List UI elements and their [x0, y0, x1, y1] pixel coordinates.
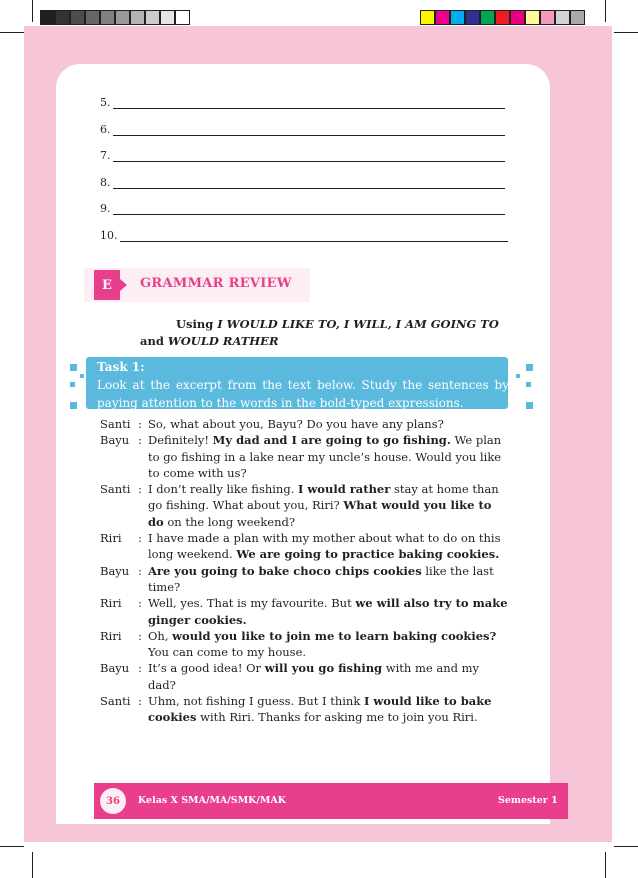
color-swatch — [55, 10, 70, 25]
speaker-name: Bayu — [100, 563, 130, 578]
crop-mark — [0, 32, 24, 33]
answer-line-number: 7. — [100, 149, 111, 162]
speaker-name: Santi — [100, 417, 131, 431]
color-swatch — [525, 10, 540, 25]
decor-square-icon — [70, 402, 77, 409]
color-swatch — [555, 10, 570, 25]
answer-blank — [113, 98, 505, 109]
section-letter: E — [94, 270, 120, 300]
dialog-line: Santi : So, what about you, Bayu? Do you have any plans? — [100, 416, 510, 432]
answer-blank — [113, 125, 505, 136]
color-swatch — [540, 10, 555, 25]
speaker-name: Riri — [100, 596, 122, 611]
answer-blank — [113, 204, 505, 215]
decor-square-icon — [70, 364, 77, 371]
crop-mark — [614, 32, 638, 33]
answer-blank — [113, 151, 505, 162]
dialog-line: Santi : Uhm, not fishing I guess. But I think I would like to bake cookies with Riri. Thanks for asking me to join you Riri. — [100, 693, 510, 726]
color-swatch — [130, 10, 145, 25]
color-swatch — [450, 10, 465, 25]
dialog-text: Well, yes. That is my favourite. But we will also try to make ginger cookies. — [148, 596, 508, 627]
color-swatch — [420, 10, 435, 25]
color-swatch — [510, 10, 525, 25]
answer-line — [100, 176, 505, 189]
subtitle-lead: Using — [176, 317, 214, 331]
answer-line-number: 5. — [100, 96, 111, 109]
dialog-text: So, what about you, Bayu? Do you have any plans? — [148, 417, 444, 431]
dialog-text: I don’t really like fishing. I would rather stay at home than go fishing. What about you, Riri? What would you like to do on the long weekend? — [148, 482, 499, 529]
answer-line — [100, 149, 505, 162]
subtitle — [140, 316, 508, 350]
decor-square-icon — [526, 382, 531, 387]
color-swatch — [160, 10, 175, 25]
arrow-icon — [120, 279, 127, 291]
speaker-name: Santi — [100, 482, 131, 497]
decor-square-icon — [516, 374, 520, 378]
color-swatch — [570, 10, 585, 25]
crop-mark — [605, 852, 606, 878]
color-swatch — [465, 10, 480, 25]
crop-mark — [0, 846, 24, 847]
dialog-line: Riri : I have made a plan with my mother about what to do on this long weekend. We are going to practice baking cookies. — [100, 530, 510, 563]
decor-square-icon — [526, 402, 533, 409]
answer-blank — [113, 178, 505, 189]
color-swatch — [85, 10, 100, 25]
color-swatch — [70, 10, 85, 25]
color-swatch — [480, 10, 495, 25]
footer-semester: Semester 1 — [498, 795, 558, 806]
decor-square-icon — [70, 382, 75, 387]
crop-mark — [32, 852, 33, 878]
decor-square-icon — [526, 364, 533, 371]
dialog-text: Uhm, not fishing I guess. But I think I would like to bake cookies with Riri. Thanks for asking me to join you Riri. — [148, 694, 492, 725]
answer-line-number: 10. — [100, 228, 118, 242]
subtitle-phrase: I WOULD LIKE TO, I WILL, I AM GOING TO — [217, 317, 499, 331]
dialog-text: Are you going to bake choco chips cookies like the last time? — [148, 563, 494, 594]
color-swatch — [145, 10, 160, 25]
answer-line — [100, 123, 505, 136]
speaker-name: Riri — [100, 628, 122, 643]
dialog-line: Bayu : Definitely! My dad and I are going to go fishing. We plan to go fishing in a lake near my uncle’s house. Would you like to come with us? — [100, 432, 510, 481]
answer-blank — [120, 231, 508, 242]
page-number: 36 — [100, 788, 126, 814]
answer-line-number: 9. — [100, 202, 111, 215]
speaker-name: Riri — [100, 531, 122, 546]
dialog-text: Definitely! My dad and I are going to go fishing. We plan to go fishing in a lake near my uncle’s house. Would you like to come with us? — [148, 433, 502, 480]
subtitle-conj: and — [140, 334, 164, 348]
dialog — [100, 416, 510, 726]
answer-line-number: 6. — [100, 122, 111, 136]
crop-mark — [605, 0, 606, 22]
answer-line-number: 8. — [100, 175, 111, 189]
dialog-text: I have made a plan with my mother about what to do on this long weekend. We are going to practice baking cookies. — [148, 531, 501, 562]
answer-line — [100, 96, 505, 109]
color-swatch — [115, 10, 130, 25]
footer-book-title: Kelas X SMA/MA/SMK/MAK — [138, 795, 287, 806]
grayscale-color-bar — [40, 10, 190, 26]
task-title: Task 1: — [97, 360, 145, 374]
dialog-line: Bayu : Are you going to bake choco chips cookies like the last time? — [100, 563, 510, 596]
speaker-name: Bayu — [100, 433, 130, 448]
subtitle-phrase2: WOULD RATHER — [167, 334, 279, 348]
answer-line — [100, 202, 505, 215]
crop-mark — [32, 0, 33, 22]
dialog-line: Bayu : It’s a good idea! Or will you go fishing with me and my dad? — [100, 660, 510, 693]
crop-mark — [614, 846, 638, 847]
answer-line — [100, 229, 508, 242]
section-title: GRAMMAR REVIEW — [140, 276, 292, 291]
task-instructions: Look at the excerpt from the text below. Study the sentences by paying attention to the words in the bold-typed expressions. — [97, 378, 509, 410]
dialog-text: Oh, would you like to join me to learn baking cookies? You can come to my house. — [148, 628, 497, 660]
color-swatch — [435, 10, 450, 25]
dialog-line: Riri : Well, yes. That is my favourite. But we will also try to make ginger cookies. — [100, 595, 510, 628]
speaker-name: Santi — [100, 694, 131, 709]
color-swatch — [495, 10, 510, 25]
decor-square-icon — [80, 374, 84, 378]
color-swatch — [175, 10, 190, 25]
dialog-text: It’s a good idea! Or will you go fishing with me and my dad? — [148, 661, 480, 692]
dialog-line: Santi : I don’t really like fishing. I would rather stay at home than go fishing. What about you, Riri? What would you like to do on the long weekend? — [100, 481, 510, 530]
dialog-line: Riri : Oh, would you like to join me to learn baking cookies? You can come to my house. — [100, 628, 510, 661]
color-swatch — [100, 10, 115, 25]
cmyk-color-bar — [420, 10, 585, 26]
speaker-name: Bayu — [100, 661, 130, 676]
color-swatch — [40, 10, 55, 25]
